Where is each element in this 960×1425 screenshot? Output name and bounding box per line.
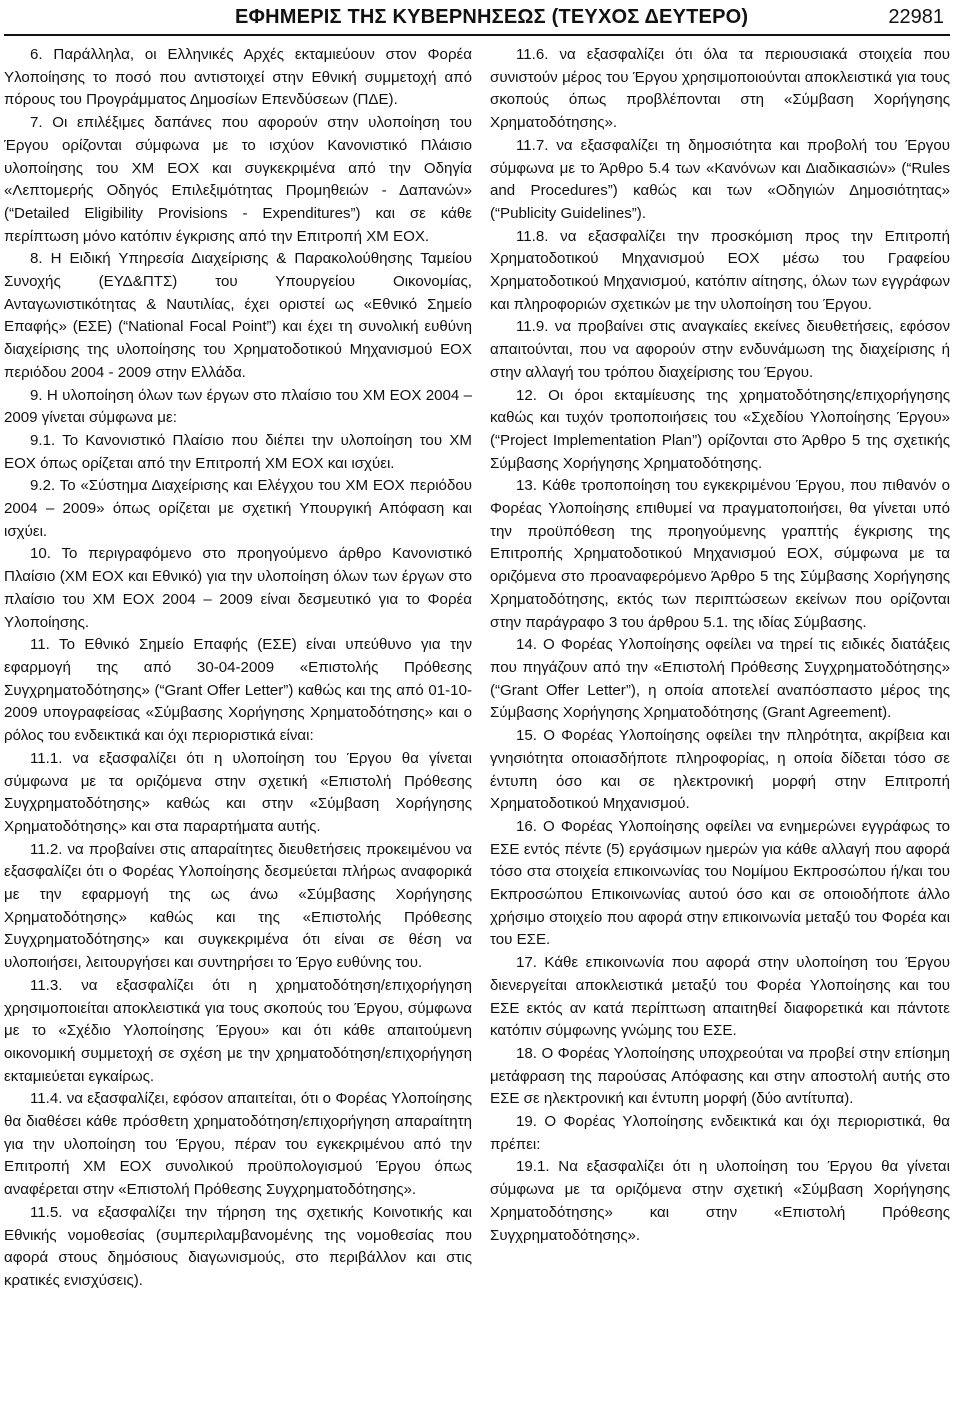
paragraph: 12. Οι όροι εκταμίευσης της χρηματοδότησης/επιχορήγησης καθώς και τυχόν τροποποιήσεις του «Σχεδίου Υλοποίησης Έργου» (“Project Implementation Plan”) ορίζονται στο Άρθρο 5 της σχετικής Σύμβασης Χορήγησης Χρηματοδότησης.	[490, 386, 950, 472]
paragraph: 18. Ο Φορέας Υλοποίησης υποχρεούται να προβεί στην επίσημη μετάφραση της παρούσας Απόφασης και στην αποστολή αυτής στο ΕΣΕ σε ηλεκτρονική και έντυπη μορφή (δύο αντίτυπα).	[490, 1044, 950, 1108]
right-column	[490, 44, 950, 1247]
paragraph: 11. Το Εθνικό Σημείο Επαφής (ΕΣΕ) είναι υπεύθυνο για την εφαρμογή της από 30-04-2009 «Επιστολής Πρόθεσης Συγχρηματοδότησης» (“Grant Offer Letter”) καθώς και της από 01-10-2009 υπογραφείσας «Σύμβασης Χορήγησης Χρηματοδότησης» και ο ρόλος του ενδεικτικά και όχι περιοριστικά είναι:	[4, 636, 472, 745]
paragraph: 14. Ο Φορέας Υλοποίησης οφείλει να τηρεί τις ειδικές διατάξεις που πηγάζουν από την «Επιστολή Πρόθεσης Συγχρηματοδότησης» (“Grant Offer Letter”), η οποία αποτελεί αναπόσπαστο μέρος της Σύμβασης Χορήγησης Χρηματοδότησης (Grant Agreement).	[490, 636, 950, 722]
paragraph: 19.1. Να εξασφαλίζει ότι η υλοποίηση του Έργου θα γίνεται σύμφωνα με τα οριζόμενα στην σχετική «Σύμβαση Χορήγησης Χρηματοδότησης» και στην «Επιστολή Πρόθεσης Συγχρηματοδότησης».	[490, 1158, 950, 1244]
paragraph: 9.1. Το Κανονιστικό Πλαίσιο που διέπει την υλοποίηση του ΧΜ ΕΟΧ όπως ορίζεται από την Επιτροπή ΧΜ ΕΟΧ και ισχύει.	[4, 431, 472, 472]
page-number: 22981	[888, 6, 944, 28]
paragraph: 6. Παράλληλα, οι Ελληνικές Αρχές εκταμιεύουν στον Φορέα Υλοποίησης το ποσό που αντιστοιχεί στην Εθνική συμμετοχή από πόρους του Προγράμματος Δημοσίων Επενδύσεων (ΠΔΕ).	[4, 46, 472, 109]
paragraph: 11.9. να προβαίνει στις αναγκαίες εκείνες διευθετήσεις, εφόσον απαιτούνται, που να αφορούν στην ενδυνάμωση της διαχείρισης ή στην αλλαγή του τρόπου διαχείρισης του Έργου.	[490, 318, 950, 381]
paragraph: 9. Η υλοποίηση όλων των έργων στο πλαίσιο του ΧΜ ΕΟΧ 2004 – 2009 γίνεται σύμφωνα με:	[4, 386, 472, 427]
left-column	[4, 44, 472, 1293]
paragraph: 19. Ο Φορέας Υλοποίησης ενδεικτικά και όχι περιοριστικά, θα πρέπει:	[490, 1113, 950, 1153]
header-rule	[4, 34, 950, 36]
page-header	[0, 0, 960, 36]
paragraph: 17. Κάθε επικοινωνία που αφορά στην υλοποίηση του Έργου διενεργείται αποκλειστικά μεταξύ του Φορέα Υλοποίησης και του ΕΣΕ εκτός αν κατά περίπτωση απαιτηθεί διαφορετικά και πάντοτε κατόπιν σύμφωνης γνώμης του ΕΣΕ.	[490, 954, 950, 1040]
paragraph: 11.1. να εξασφαλίζει ότι η υλοποίηση του Έργου θα γίνεται σύμφωνα με τα οριζόμενα στην σχετική «Επιστολή Πρόθεσης Συγχρηματοδότησης» καθώς και στην «Σύμβαση Χορήγησης Χρηματοδότησης» και στα παραρτήματα αυτής.	[4, 749, 472, 835]
paragraph: 11.8. να εξασφαλίζει την προσκόμιση προς την Επιτροπή Χρηματοδοτικού Μηχανισμού ΕΟΧ μέσω του Γραφείου Χρηματοδοτικού Μηχανισμού, κατόπιν αίτησης, όλων των εγγράφων και πληροφοριών σχετικών με την υλοποίηση του Έργου.	[490, 227, 950, 313]
paragraph: 7. Οι επιλέξιμες δαπάνες που αφορούν στην υλοποίηση του Έργου ορίζονται σύμφωνα με το ισχύον Κανονιστικό Πλάισιο υλοποίησης του ΧΜ ΕΟΧ και συγκεκριμένα από την Οδηγία «Λεπτομερής Οδηγός Επιλεξιμότητας Προμηθειών - Δαπανών» (“Detailed Eligibility Provisions - Expenditures”) και σε κάθε περίπτωση μόνο κατόπιν έγκρισης από την Επιτροπή ΧΜ ΕΟΧ.	[4, 114, 472, 245]
paragraph: 13. Κάθε τροποποίηση του εγκεκριμένου Έργου, που πιθανόν ο Φορέας Υλοποίησης επιθυμεί να πραγματοποιήσει, θα γίνεται υπό την προϋπόθεση της προηγούμενης γραπτής έγκρισης της Επιτροπής Χρηματοδοτικού Μηχανισμού ΕΟΧ, σύμφωνα με τα οριζόμενα στο προαναφερόμενο Άρθρο 5 της Σύμβασης Χορήγησης Χρηματοδότησης, εκτός των περιπτώσεων εκείνων που ορίζονται στην παράγραφο 3 του άρθρου 5.1. της ιδίας Σύμβασης.	[490, 477, 950, 631]
paragraph: 10. Το περιγραφόμενο στο προηγούμενο άρθρο Κανονιστικό Πλαίσιο (ΧΜ ΕΟΧ και Εθνικό) για την υλοποίηση όλων των έργων στο πλαίσιο του ΧΜ ΕΟΧ 2004 – 2009 είναι δεσμευτικό για το Φορέα Υλοποίησης.	[4, 545, 472, 631]
paragraph: 11.4. να εξασφαλίζει, εφόσον απαιτείται, ότι ο Φορέας Υλοποίησης θα διαθέσει κάθε πρόσθετη χρηματοδότηση/επιχορήγηση απαραίτητη για την υλοποίηση του Έργου, πέραν του εγκεκριμένου από την Επιτροπή ΧΜ ΕΟΧ συνολικού προϋπολογισμού Έργου όπως αναφέρεται στην «Επιστολή Πρόθεσης Συγχρηματοδότησης».	[4, 1090, 472, 1199]
paragraph: 16. Ο Φορέας Υλοποίησης οφείλει να ενημερώνει εγγράφως το ΕΣΕ εντός πέντε (5) εργάσιμων ημερών για κάθε αλλαγή που αφορά τόσο στα στοιχεία επικοινωνίας του Νομίμου Εκπροσώπου ή/και του Εκπροσώπου Επικοινωνίας αυτού όσο και σε οποιοδήποτε άλλο χρήσιμο στοιχείο που αφορά στην επικοινωνία μεταξύ του Φορέα και του ΕΣΕ.	[490, 817, 950, 949]
paragraph: 11.5. να εξασφαλίζει την τήρηση της σχετικής Κοινοτικής και Εθνικής νομοθεσίας (συμπεριλαμβανομένης της νομοθεσίας που αφορά στους δημόσιους διαγωνισμούς, στο περιβάλλον και στις κρατικές ενισχύσεις).	[4, 1203, 472, 1289]
paragraph: 11.7. να εξασφαλίζει τη δημοσιότητα και προβολή του Έργου σύμφωνα με το Άρθρο 5.4 των «Κανόνων και Διαδικασιών» (“Rules and Procedures”) καθώς και των «Οδηγιών Δημοσιότητας» (“Publicity Guidelines”).	[490, 136, 950, 222]
paragraph: 8. Η Ειδική Υπηρεσία Διαχείρισης & Παρακολούθησης Ταμείου Συνοχής (ΕΥΔ&ΠΤΣ) του Υπουργείου Οικονομίας, Ανταγωνιστικότητας & Ναυτιλίας, έχει οριστεί ως «Εθνικό Σημείο Επαφής» (ΕΣΕ) (“National Focal Point”) και έχει τη συνολική ευθύνη διαχείρισης της υλοποίησης του Χρηματοδοτικού Μηχανισμού ΕΟΧ περιόδου 2004 - 2009 στην Ελλάδα.	[4, 250, 472, 381]
paragraph: 9.2. Το «Σύστημα Διαχείρισης και Ελέγχου του ΧΜ ΕΟΧ περιόδου 2004 – 2009» όπως ορίζεται με σχετική Υπουργική Απόφαση και ισχύει.	[4, 477, 472, 540]
paragraph: 11.6. να εξασφαλίζει ότι όλα τα περιουσιακά στοιχεία που συνιστούν μέρος του Έργου χρησιμοποιούνται αποκλειστικά για τους σκοπούς όπως προβλέπονται στη «Σύμβαση Χορήγησης Χρηματοδότησης».	[490, 46, 950, 132]
paragraph: 15. Ο Φορέας Υλοποίησης οφείλει την πληρότητα, ακρίβεια και γνησιότητα οποιασδήποτε πληροφορίας, η οποία δίδεται τόσο σε έντυπη όσο και σε ηλεκτρονική μορφή στην Επιτροπή Χρηματοδοτικού Μηχανισμού.	[490, 727, 950, 813]
paragraph: 11.2. να προβαίνει στις απαραίτητες διευθετήσεις προκειμένου να εξασφαλίζει ότι ο Φορέας Υλοποίησης δεσμεύεται πλήρως αναφορικά με την εφαρμογή της ως άνω «Σύμβασης Χορήγησης Χρηματοδότησης» καθώς και της «Επιστολής Πρόθεσης Συγχρηματοδότησης» και συγκεκριμένα ότι είναι σε θέση να υλοποιήσει, λειτουργήσει και συντηρήσει το Έργο ευθύνης του.	[4, 840, 472, 972]
paragraph: 11.3. να εξασφαλίζει ότι η χρηματοδότηση/επιχορήγηση χρησιμοποιείται αποκλειστικά για τους σκοπούς του Έργου, σύμφωνα με το «Σχέδιο Υλοποίησης Έργου» και ότι κάθε απαιτούμενη οικονομική συμμετοχή σε σχέση με την χρηματοδότηση/επιχορήγηση εκταμιεύεται εγκαίρως.	[4, 976, 472, 1085]
gazette-title: ΕΦΗΜΕΡΙΣ ΤΗΣ ΚΥΒΕΡΝΗΣΕΩΣ (ΤΕΥΧΟΣ ΔΕΥΤΕΡΟ)	[235, 6, 749, 28]
